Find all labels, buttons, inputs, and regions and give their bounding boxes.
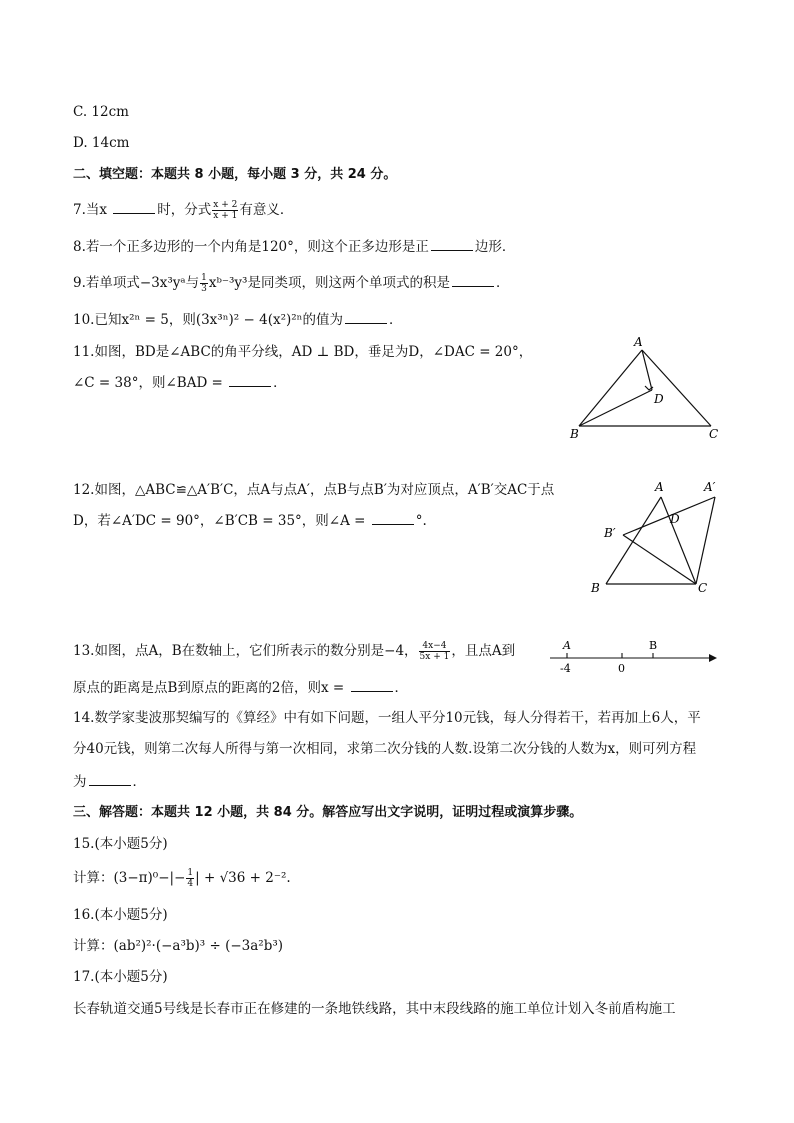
fraction: $\frac{4x-4}{5x + 1}$	[419, 641, 450, 662]
question-11-line-2: ∠C = 38°，则∠BAD = ．	[73, 372, 287, 393]
label-b-prime: B′	[604, 526, 616, 540]
option-d: D. 14cm	[73, 135, 130, 151]
question-14-line-3: 为 ．	[73, 771, 146, 792]
question-12-line-2: D，若∠A′DC = 90°，∠B′CB = 35°，则∠A = °.	[73, 510, 427, 531]
segment-b2c	[623, 535, 696, 584]
segment-a2c	[696, 497, 715, 584]
fraction: $\frac{1}{4}$	[187, 868, 194, 889]
answer-blank	[229, 372, 271, 387]
question-14-line-2: 分40元钱，则第二次每人所得与第一次相同，求第二次分钱的人数.设第二次分钱的人数为x，则可列方程	[73, 741, 697, 757]
label-b: B	[649, 639, 658, 652]
label-c: C	[698, 581, 708, 595]
label-a: A	[634, 335, 643, 349]
label-a: A	[563, 639, 571, 652]
answer-blank	[89, 771, 131, 786]
label-b: B	[570, 427, 579, 441]
question-9: 9.若单项式−3x³yᵃ与 $\frac{1}{3}$ xᵇ⁻³y³是同类项，则这两个单项式的积是 ．	[73, 273, 510, 294]
question-17-body: 长春轨道交通5号线是长春市正在修建的一条地铁线路，其中末段线路的施工单位计划入冬前盾构施工	[73, 1001, 676, 1017]
label-b: B	[591, 581, 600, 595]
label-d: D	[654, 392, 664, 406]
section-2-title: 二、填空题：本题共 8 小题，每小题 3 分，共 24 分。	[73, 167, 397, 182]
answer-blank	[345, 309, 387, 324]
answer-blank	[351, 677, 393, 692]
answer-blank	[372, 510, 414, 525]
segment-bd	[579, 390, 652, 426]
number-line-q13	[545, 632, 725, 677]
label-a: A	[655, 480, 664, 494]
label-d: D	[670, 512, 680, 526]
option-c: C. 12cm	[73, 104, 129, 120]
question-8: 8.若一个正多边形的一个内角是120°，则这个正多边形是正 边形．	[73, 236, 515, 257]
label-a-prime: A′	[704, 480, 716, 494]
fraction: $\frac{1}{3}$	[201, 273, 207, 294]
segment-ab	[579, 350, 642, 426]
question-16-heading: 16.(本小题5分)	[73, 907, 168, 923]
triangle-figure-q11	[565, 335, 735, 445]
fraction: $\frac{x + 2}{x + 1}$	[213, 200, 238, 221]
answer-blank	[431, 236, 473, 251]
section-3-title: 三、解答题：本题共 12 小题，共 84 分。解答应写出文字说明，证明过程或演算步骤。	[73, 805, 583, 820]
tick-label-zero: 0	[618, 662, 625, 675]
question-13-line-2: 原点的距离是点B到原点的距离的2倍，则x = ．	[73, 677, 408, 698]
answer-blank	[113, 199, 155, 214]
segment-ab	[606, 497, 661, 584]
segment-a2b2	[623, 497, 715, 535]
question-7: 7.当x 时，分式 $\frac{x + 2}{x + 1}$ 有意义．	[73, 200, 294, 221]
label-c: C	[709, 427, 719, 441]
question-15-heading: 15.(本小题5分)	[73, 836, 168, 852]
question-13-line-1: 13.如图，点A，B在数轴上，它们所表示的数分别是−4， $\frac{4x-4}{5x + 1}$ ，且点A到	[73, 641, 516, 662]
answer-blank	[452, 272, 494, 287]
question-15-body: 计算：(3−π)⁰−|− $\frac{1}{4}$ | + √36 + 2⁻².	[73, 868, 291, 889]
tick-label-a: -4	[560, 662, 571, 675]
arrow-head	[709, 654, 717, 662]
triangle-figure-q12	[583, 476, 733, 601]
question-14-line-1: 14.数学家斐波那契编写的《算经》中有如下问题，一组人平分10元钱，每人分得若干，若再加上6人，平	[73, 710, 701, 726]
segment-ac	[661, 497, 696, 584]
question-16-body: 计算：(ab²)²·(−a³b)³ ÷ (−3a²b³)	[73, 938, 284, 954]
question-17-heading: 17.(本小题5分)	[73, 969, 168, 985]
question-11-line-1: 11.如图，BD是∠ABC的角平分线，AD ⊥ BD，垂足为D，∠DAC = 20°，	[73, 344, 533, 360]
question-10: 10.已知x²ⁿ = 5，则(3x³ⁿ)² − 4(x²)²ⁿ的值为 ．	[73, 309, 403, 330]
question-12-line-1: 12.如图，△ABC≌△A′B′C，点A与点A′，点B与点B′为对应顶点，A′B′交AC于点	[73, 482, 555, 498]
